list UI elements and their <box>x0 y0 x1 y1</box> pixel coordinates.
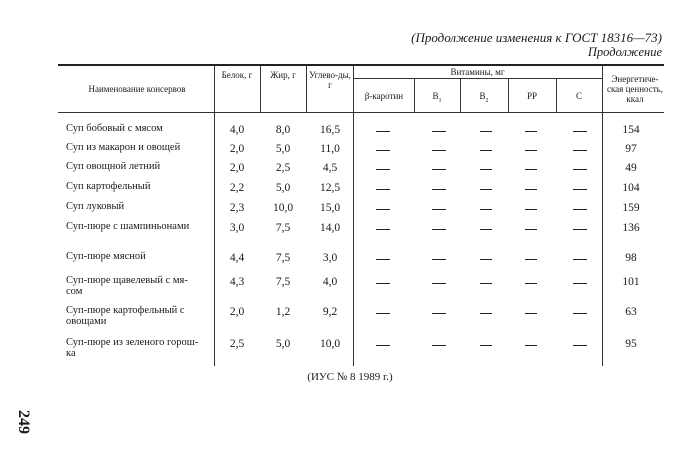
empty-cell-dash <box>432 189 446 190</box>
empty-cell-dash <box>480 131 492 132</box>
cell-energy: 136 <box>622 222 640 234</box>
empty-cell-dash <box>525 259 537 260</box>
cell-energy: 159 <box>622 202 640 214</box>
row-name: Суп-пюре мясной <box>66 251 146 262</box>
cell-energy: 49 <box>625 162 637 174</box>
cell-fat: 7,5 <box>275 252 291 264</box>
col-pp-header: PP <box>526 91 537 101</box>
empty-cell-dash <box>376 209 390 210</box>
empty-cell-dash <box>573 150 587 151</box>
col-protein-header: Белок, г <box>221 70 253 80</box>
cell-fat: 1,2 <box>275 306 291 318</box>
empty-cell-dash <box>573 189 587 190</box>
empty-cell-dash <box>525 283 537 284</box>
cell-carbs: 3,0 <box>322 252 338 264</box>
col-divider <box>602 66 603 366</box>
row-name-continuation: овощами <box>66 316 107 327</box>
col-divider <box>460 79 461 112</box>
cell-protein: 2,0 <box>229 162 245 174</box>
cell-protein: 2,3 <box>229 202 245 214</box>
cell-energy: 95 <box>625 338 637 350</box>
cell-energy: 98 <box>625 252 637 264</box>
empty-cell-dash <box>480 313 492 314</box>
empty-cell-dash <box>480 169 492 170</box>
empty-cell-dash <box>573 313 587 314</box>
empty-cell-dash <box>525 229 537 230</box>
col-divider <box>306 66 307 112</box>
cell-carbs: 15,0 <box>319 202 341 214</box>
cell-protein: 2,0 <box>229 143 245 155</box>
cell-carbs: 9,2 <box>322 306 338 318</box>
cell-protein: 4,0 <box>229 124 245 136</box>
cell-carbs: 4,5 <box>322 162 338 174</box>
cell-fat: 8,0 <box>275 124 291 136</box>
empty-cell-dash <box>480 150 492 151</box>
col-divider <box>260 66 261 112</box>
empty-cell-dash <box>432 259 446 260</box>
col-vitamins-header: Витамины, мг <box>450 67 505 77</box>
empty-cell-dash <box>525 189 537 190</box>
empty-cell-dash <box>525 345 537 346</box>
continuation-title: (Продолжение изменения к ГОСТ 18316—73) <box>411 30 662 45</box>
cell-energy: 101 <box>622 276 640 288</box>
row-name: Суп-пюре картофельный с <box>66 305 185 316</box>
row-name: Суп картофельный <box>66 181 151 192</box>
empty-cell-dash <box>376 229 390 230</box>
empty-cell-dash <box>525 209 537 210</box>
cell-fat: 2,5 <box>275 162 291 174</box>
empty-cell-dash <box>573 259 587 260</box>
vitamins-rule <box>353 78 602 79</box>
cell-protein: 3,0 <box>229 222 245 234</box>
empty-cell-dash <box>480 345 492 346</box>
empty-cell-dash <box>432 209 446 210</box>
empty-cell-dash <box>525 169 537 170</box>
empty-cell-dash <box>573 345 587 346</box>
empty-cell-dash <box>432 345 446 346</box>
row-name-continuation: ка <box>66 348 76 359</box>
cell-fat: 5,0 <box>275 338 291 350</box>
col-divider <box>214 66 215 366</box>
cell-fat: 5,0 <box>275 182 291 194</box>
empty-cell-dash <box>573 169 587 170</box>
cell-carbs: 11,0 <box>320 143 340 155</box>
col-c-header: C <box>575 91 582 101</box>
empty-cell-dash <box>573 283 587 284</box>
col-divider <box>508 79 509 112</box>
col-divider <box>414 79 415 112</box>
header-bottom-rule <box>58 112 664 113</box>
empty-cell-dash <box>432 131 446 132</box>
empty-cell-dash <box>525 131 537 132</box>
cell-protein: 2,2 <box>229 182 245 194</box>
col-beta-carotene-header: β-каротин <box>364 91 404 101</box>
cell-energy: 97 <box>625 143 637 155</box>
cell-fat: 7,5 <box>275 276 291 288</box>
empty-cell-dash <box>480 209 492 210</box>
cell-carbs: 4,0 <box>322 276 338 288</box>
empty-cell-dash <box>432 313 446 314</box>
cell-energy: 104 <box>622 182 640 194</box>
continuation-subtitle: Продолжение <box>587 45 662 59</box>
col-carbs-header: Углево-ды, г <box>309 70 351 90</box>
cell-carbs: 12,5 <box>319 182 341 194</box>
cell-fat: 10,0 <box>272 202 294 214</box>
col-fat-header: Жир, г <box>270 70 296 80</box>
empty-cell-dash <box>573 229 587 230</box>
cell-carbs: 16,5 <box>319 124 341 136</box>
cell-fat: 5,0 <box>275 143 291 155</box>
cell-energy: 63 <box>625 306 637 318</box>
cell-fat: 7,5 <box>275 222 291 234</box>
empty-cell-dash <box>376 283 390 284</box>
col-name-header: Наименование консервов <box>88 84 186 94</box>
row-name: Суп из макарон и овощей <box>66 142 181 153</box>
cell-protein: 4,3 <box>229 276 245 288</box>
empty-cell-dash <box>376 345 390 346</box>
empty-cell-dash <box>432 150 446 151</box>
empty-cell-dash <box>432 169 446 170</box>
cell-protein: 2,5 <box>229 338 245 350</box>
row-name: Суп-пюре с шампиньонами <box>66 221 190 232</box>
empty-cell-dash <box>573 131 587 132</box>
col-energy-header: Энергетиче-ская ценность, ккал <box>606 74 664 104</box>
row-name: Суп овощной летний <box>66 161 161 172</box>
footer-note: (ИУС № 8 1989 г.) <box>307 371 393 383</box>
empty-cell-dash <box>376 189 390 190</box>
empty-cell-dash <box>573 209 587 210</box>
empty-cell-dash <box>480 259 492 260</box>
empty-cell-dash <box>480 189 492 190</box>
empty-cell-dash <box>376 150 390 151</box>
cell-protein: 2,0 <box>229 306 245 318</box>
row-name: Суп-пюре из зеленого горош- <box>66 337 199 348</box>
cell-carbs: 10,0 <box>319 338 341 350</box>
cell-protein: 4,4 <box>229 252 245 264</box>
col-divider <box>353 66 354 366</box>
empty-cell-dash <box>376 169 390 170</box>
empty-cell-dash <box>376 131 390 132</box>
cell-energy: 154 <box>622 124 640 136</box>
empty-cell-dash <box>432 283 446 284</box>
empty-cell-dash <box>525 313 537 314</box>
row-name: Суп-пюре щавелевый с мя- <box>66 275 188 286</box>
row-name: Суп луковый <box>66 201 125 212</box>
empty-cell-dash <box>376 313 390 314</box>
page-number: 249 <box>15 410 32 434</box>
col-b2-header: $B_2$ <box>479 91 489 104</box>
empty-cell-dash <box>376 259 390 260</box>
table-top-rule <box>58 64 664 66</box>
row-name-continuation: сом <box>66 286 83 297</box>
cell-carbs: 14,0 <box>319 222 341 234</box>
row-name: Суп бобовый с мясом <box>66 123 163 134</box>
empty-cell-dash <box>480 283 492 284</box>
empty-cell-dash <box>432 229 446 230</box>
col-divider <box>556 79 557 112</box>
col-b1-header: $B_1$ <box>432 91 442 104</box>
empty-cell-dash <box>480 229 492 230</box>
empty-cell-dash <box>525 150 537 151</box>
